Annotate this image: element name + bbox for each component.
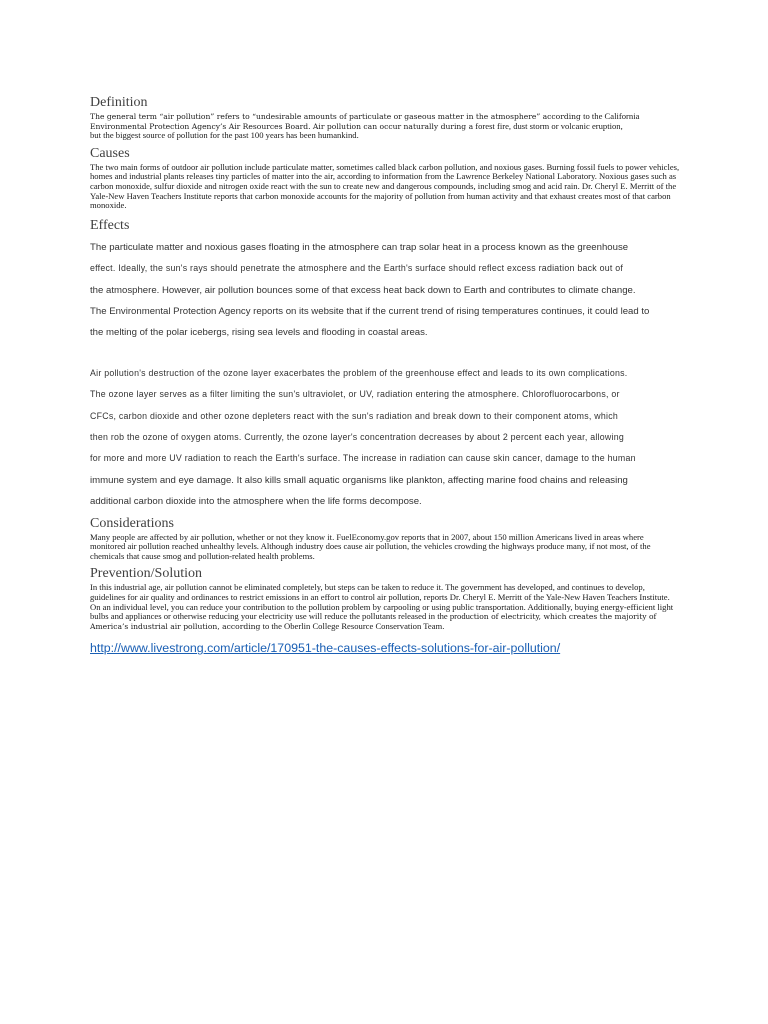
definition-text-part4: forest fire, dust storm or volcanic eruption,	[473, 120, 623, 131]
definition-heading: Definition	[90, 95, 148, 110]
considerations-paragraph: Many people are affected by air pollution, whether or not they know it. FuelEconomy.gov reports that in 2007, about 150 million Americans lived in areas where monitored air pollution reached unhealthy levels. Although industry does cause air pollution, the vehicles crowding the highways produce many, if not most, of the chemicals that cause smog and pollution-related health problems.	[90, 531, 651, 561]
effects-line: the melting of the polar icebergs, rising sea levels and flooding in coastal areas.	[90, 327, 428, 339]
effects-line: then rob the ozone of oxygen atoms. Currently, the ozone layer's concentration decreases by about 2 percent each year, allowing	[90, 432, 625, 442]
effects-line: immune system and eye damage. It also kills small aquatic organisms like plankton, affecting marine food chains and releasing	[90, 474, 628, 486]
considerations-heading: Considerations	[90, 515, 174, 531]
effects-line: the atmosphere. However, air pollution bounces some of that excess heat back down to Earth and contributes to climate change.	[90, 284, 636, 296]
causes-heading: Causes	[90, 145, 130, 161]
effects-line: The ozone layer serves as a filter limiting the sun's ultraviolet, or UV, radiation entering the atmosphere. Chlorofluorocarbons, or	[90, 389, 620, 400]
source-link[interactable]: http://www.livestrong.com/article/170951-the-causes-effects-solutions-for-air-pollution/	[90, 641, 561, 656]
effects-block-1	[90, 237, 680, 344]
effects-block-2	[90, 363, 680, 513]
effects-line: CFCs, carbon dioxide and other ozone depleters react with the sun's radiation and break down to their component atoms, which	[90, 410, 619, 421]
paragraph-spacer	[90, 344, 680, 363]
effects-line: The particulate matter and noxious gases floating in the atmosphere can trap solar heat in a process known as the greenhouse	[90, 241, 629, 253]
definition-text-part2: to the California	[580, 111, 640, 121]
definition-text-part3: Environmental Protection Agency’s Air Resources Board. Air pollution can occur naturally during a	[90, 121, 474, 131]
definition-paragraph	[90, 112, 680, 141]
prevention-text-part2: tion of electricity, which creates the majority of America’s industrial air pollution, according	[90, 612, 657, 631]
effects-line: Air pollution's destruction of the ozone layer exacerbates the problem of the greenhouse effect and leads to its own complications.	[90, 367, 628, 378]
effects-line: The Environmental Protection Agency reports on its website that if the current trend of rising temperatures continues, it could lead to	[90, 305, 650, 317]
prevention-paragraph	[90, 583, 680, 631]
prevention-text-part1: In this industrial age, air pollution cannot be eliminated completely, but steps can be taken to reduce it. The government has developed, and continues to develop, guidelines for air quality and ordinances to restrict emissions in an effort to control air pollution, reports Dr. Cheryl E. Merritt of the Yale-New Haven Teachers Institute. On an individual level, you can reduce your contribution to the pollution problem by carpooling or using public transportation. Additionally, buying energy-efficient light bulbs and appliances or otherwise reducing your electricity use will reduce the pollutants released in the produc	[90, 582, 674, 622]
causes-paragraph: The two main forms of outdoor air pollution include particulate matter, sometimes called black carbon pollution, and noxious gases. Burning fossil fuels to power vehicles, homes and industrial plants releases tiny particles of matter into the air, according to information from the Lawrence Berkeley National Laboratory. Noxious gases such as carbon monoxide, sulfur dioxide and nitrogen oxide react with the sun to create new and dangerous compounds, including smog and acid rain. Dr. Cheryl E. Merritt of the Yale-New Haven Teachers Institute reports that carbon monoxide accounts for the majority of pollution from human activity and that exhaust creates most of that carbon monoxide.	[90, 161, 680, 211]
effects-heading: Effects	[90, 217, 130, 233]
effects-line: for more and more UV radiation to reach the Earth's surface. The increase in radiation can cause skin cancer, damage to the human	[90, 453, 636, 464]
prevention-heading: Prevention/Solution	[90, 566, 202, 582]
effects-line: additional carbon dioxide into the atmosphere when the life forms decompose.	[90, 496, 422, 508]
definition-text-part1: The general term “air pollution” refers to “undesirable amounts of particulate or gaseous matter in the atmosphere” according	[90, 112, 581, 121]
prevention-text-part3: to the Oberlin College Resource Conservation Team.	[260, 620, 445, 631]
effects-line: effect. Ideally, the sun's rays should penetrate the atmosphere and the Earth's surface should reflect excess radiation back out of	[90, 263, 624, 274]
definition-text-part5: but the biggest source of pollution for the past 100 years has been humankind.	[90, 130, 359, 141]
document-page	[90, 94, 680, 657]
